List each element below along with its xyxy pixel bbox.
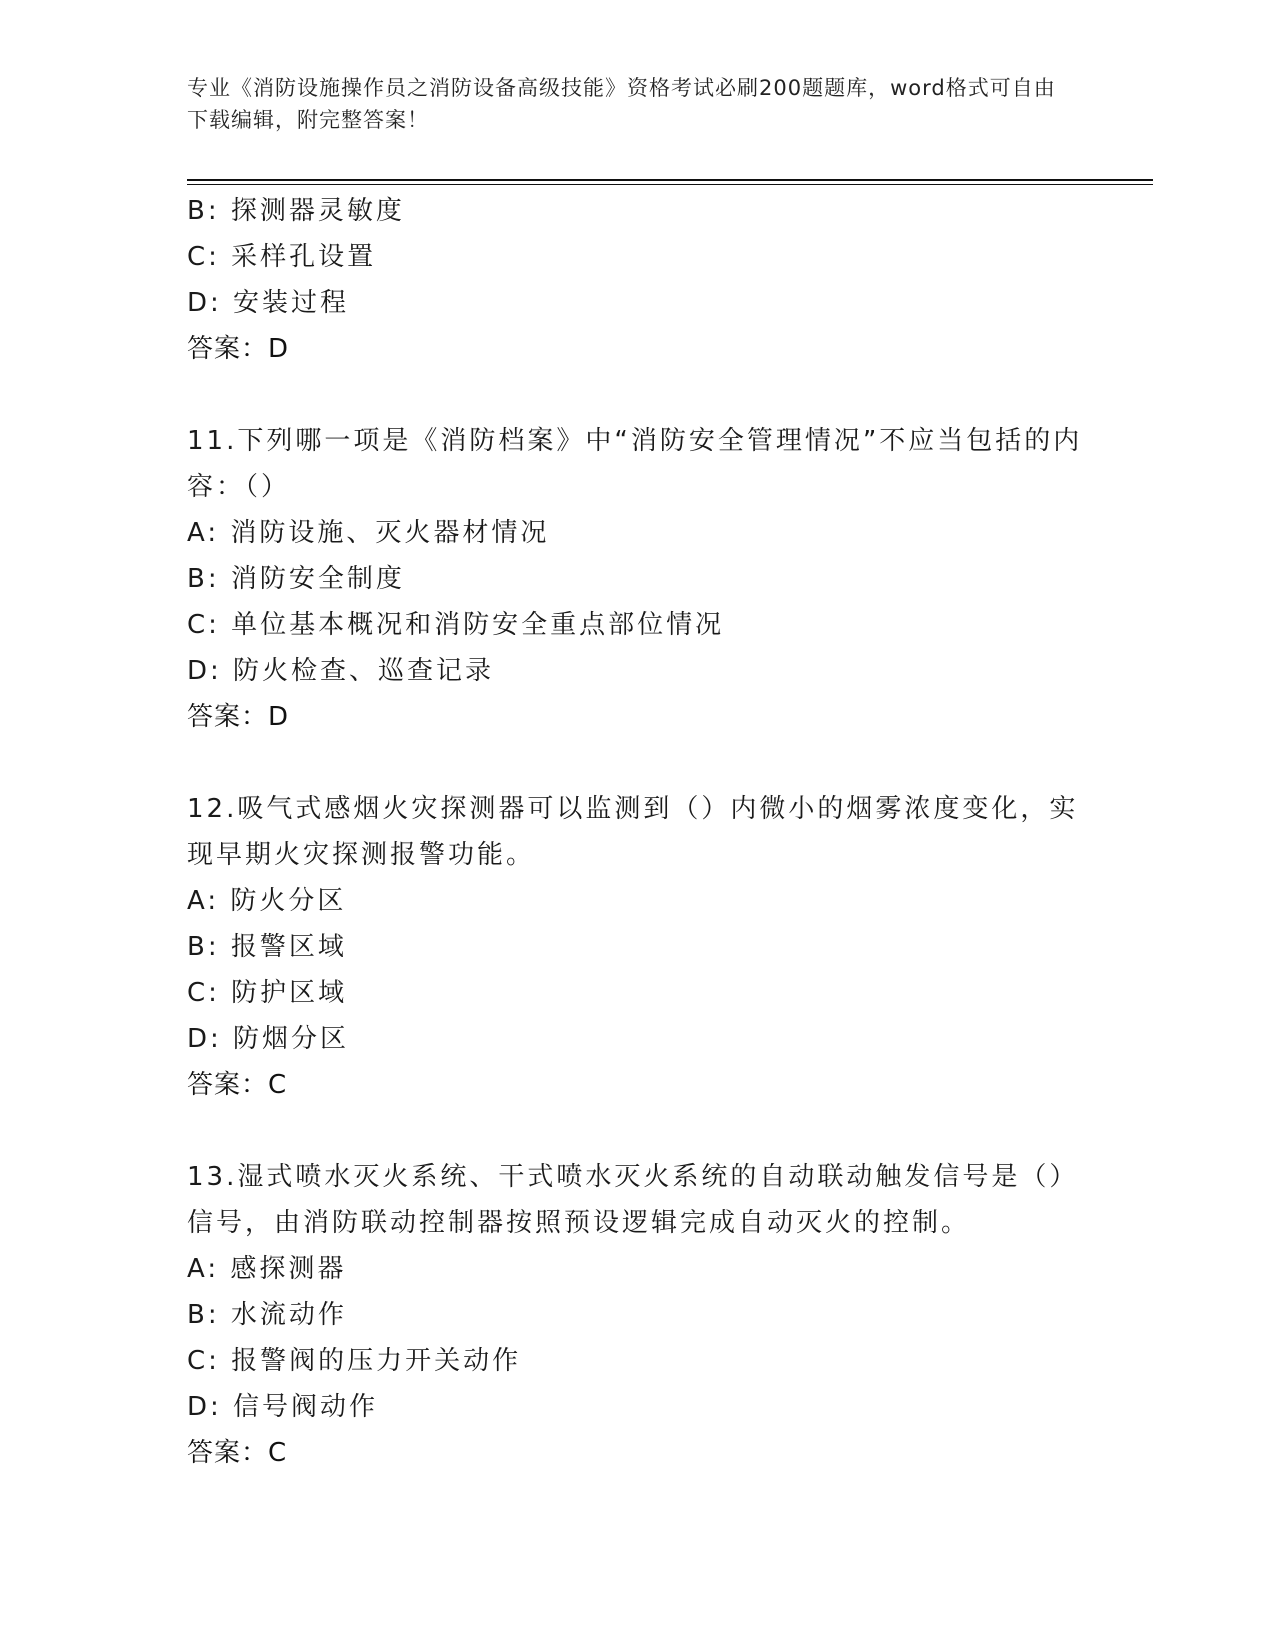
option-a: A: 感探测器 <box>187 1254 347 1284</box>
question-13 <box>187 1154 1087 1476</box>
option-b: B: 消防安全制度 <box>187 564 405 594</box>
option-b: B: 报警区域 <box>187 932 347 962</box>
answer: 答案：D <box>187 702 290 732</box>
option-b: B: 水流动作 <box>187 1300 347 1330</box>
option-d: D: 防火检查、巡查记录 <box>187 656 495 686</box>
header-divider-thick <box>187 179 1153 181</box>
option-d: D: 信号阀动作 <box>187 1392 379 1422</box>
answer: 答案：D <box>187 334 290 364</box>
question-text: 13.湿式喷水灭火系统、干式喷水灭火系统的自动联动触发信号是（）信号，由消防联动控制器按照预设逻辑完成自动灭火的控制。 <box>187 1162 1079 1238</box>
option-c: C: 采样孔设置 <box>187 242 377 272</box>
question-11 <box>187 418 1087 740</box>
header-divider-thin <box>187 184 1153 185</box>
option-c: C: 单位基本概况和消防安全重点部位情况 <box>187 610 725 640</box>
option-d: D: 防烟分区 <box>187 1024 350 1054</box>
previous-question-tail <box>187 188 1087 372</box>
answer: 答案：C <box>187 1438 288 1468</box>
document-header: 专业《消防设施操作员之消防设备高级技能》资格考试必刷200题题库，word格式可自由下载编辑，附完整答案！ <box>187 76 1056 132</box>
option-b: B: 探测器灵敏度 <box>187 196 405 226</box>
option-c: C: 防护区域 <box>187 978 348 1008</box>
question-12 <box>187 786 1087 1108</box>
option-c: C: 报警阀的压力开关动作 <box>187 1346 522 1376</box>
option-a: A: 消防设施、灭火器材情况 <box>187 518 550 548</box>
answer: 答案：C <box>187 1070 288 1100</box>
option-a: A: 防火分区 <box>187 886 347 916</box>
option-d: D: 安装过程 <box>187 288 350 318</box>
question-text: 12.吸气式感烟火灾探测器可以监测到（）内微小的烟雾浓度变化，实现早期火灾探测报警功能。 <box>187 794 1079 870</box>
question-text: 11.下列哪一项是《消防档案》中“消防安全管理情况”不应当包括的内容：（） <box>187 426 1083 502</box>
question-list <box>187 188 1087 1476</box>
